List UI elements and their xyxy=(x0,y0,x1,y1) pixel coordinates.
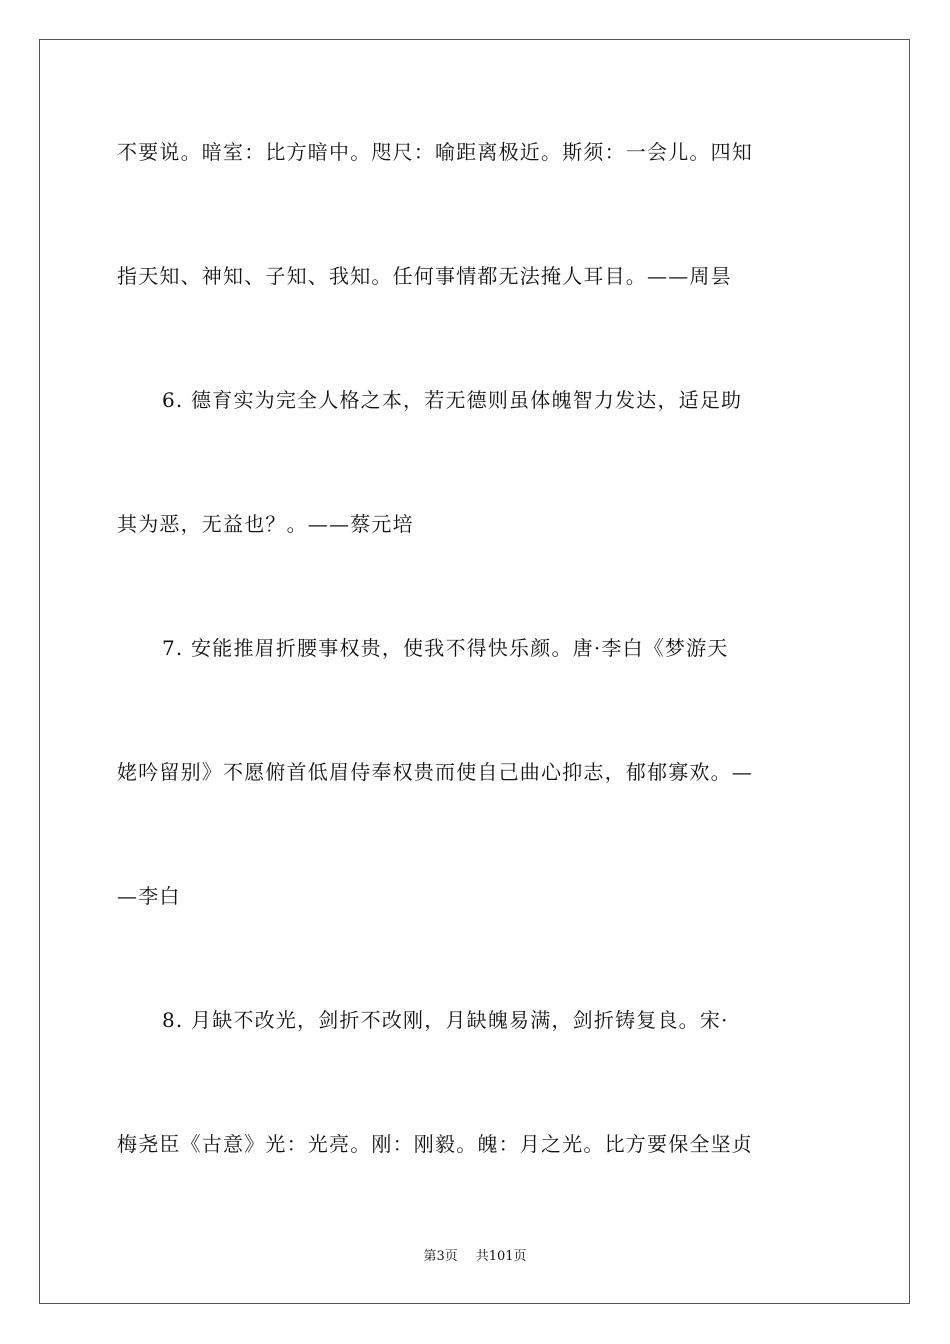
text-line-1: 不要说。暗室：比方暗中。咫尺：喻距离极近。斯须：一会儿。四知 xyxy=(117,140,753,164)
text-line-8: 8. 月缺不改光，剑折不改刚，月缺魄易满，剑折铸复良。宋· xyxy=(162,1008,729,1032)
text-line-7: —李白 xyxy=(117,884,181,908)
page-number: 第3页 xyxy=(423,1249,458,1264)
page-footer xyxy=(0,1245,950,1264)
text-line-4: 其为恶，无益也？。——蔡元培 xyxy=(117,512,414,536)
text-line-6: 姥吟留别》不愿俯首低眉侍奉权贵而使自己曲心抑志，郁郁寡欢。— xyxy=(117,760,753,784)
text-line-9: 梅尧臣《古意》光：光亮。刚：刚毅。魄：月之光。比方要保全坚贞 xyxy=(117,1132,753,1156)
total-pages: 共101页 xyxy=(475,1249,527,1264)
text-line-3: 6. 德育实为完全人格之本，若无德则虽体魄智力发达，适足助 xyxy=(162,388,743,412)
text-line-2: 指天知、神知、子知、我知。任何事情都无法掩人耳目。——周昙 xyxy=(117,264,732,288)
text-line-5: 7. 安能推眉折腰事权贵，使我不得快乐颜。唐·李白《梦游天 xyxy=(162,636,729,660)
page-border xyxy=(39,39,910,1304)
